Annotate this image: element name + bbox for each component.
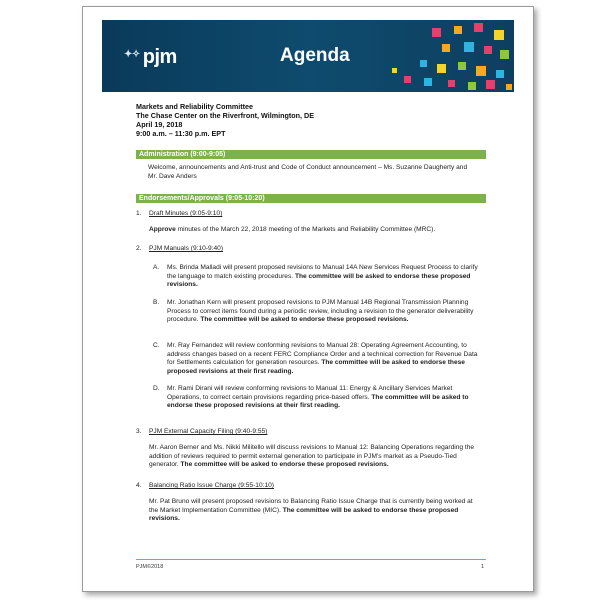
logo-text: pjm: [142, 46, 177, 68]
footer-divider: [136, 559, 486, 560]
item-body-draft-minutes: [149, 226, 479, 235]
approve-label: Approve: [149, 226, 176, 233]
decor-square-icon: [484, 46, 492, 54]
item-title-balancing-ratio: Balancing Ratio Issue Charge (9:55-10:10): [149, 482, 274, 489]
subitem-b: [167, 299, 483, 325]
decor-square-icon: [442, 44, 450, 52]
subitem-c-action: The committee will be asked to endorse these proposed revisions at their first reading.: [167, 359, 465, 375]
decor-square-icon: [496, 70, 504, 78]
section-heading-endorsements: Endorsements/Approvals (9:05-10:20): [136, 194, 486, 203]
page-title: Agenda: [280, 45, 350, 66]
decor-square-icon: [432, 28, 441, 37]
subitem-letter: C.: [153, 342, 160, 349]
section-heading-administration: Administration (9:00-9:05): [136, 150, 486, 159]
subitem-letter: B.: [153, 299, 160, 306]
decor-square-icon: [458, 62, 466, 70]
meeting-venue: The Chase Center on the Riverfront, Wilmington, DE: [136, 111, 315, 120]
decor-square-icon: [474, 23, 483, 32]
footer-doc-id: PJM©2018: [136, 564, 164, 570]
decor-square-icon: [420, 60, 427, 67]
administration-body: Welcome, announcements and Anti-trust and Code of Conduct announcement – Ms. Suzanne Daugherty and Mr. Dave Anders: [148, 164, 468, 180]
decor-square-icon: [486, 80, 495, 89]
subitem-a-text: Ms. Brinda Malladi will present proposed revisions to Manual 14A New Services Request Process to clarify the language to match existing procedures.: [167, 264, 478, 280]
approve-text: minutes of the March 22, 2018 meeting of the Markets and Reliability Committee (MRC).: [175, 226, 436, 233]
decor-square-icon: [454, 26, 462, 34]
logo-mark-icon: ✦✧: [124, 49, 140, 60]
decor-square-icon: [506, 84, 512, 90]
decor-square-icon: [424, 78, 432, 86]
header-banner: [102, 20, 514, 92]
footer-page-number: 1: [481, 564, 485, 570]
item-body-balancing-ratio: [149, 498, 483, 524]
decor-square-icon: [448, 80, 455, 87]
decor-square-icon: [404, 76, 411, 83]
decor-square-icon: [437, 64, 446, 73]
external-capacity-action: The committee will be asked to endorse these proposed revisions.: [180, 461, 389, 469]
meeting-time: 9:00 a.m. – 11:30 p.m. EPT: [136, 129, 226, 138]
subitem-a-action: The committee will be asked to endorse these proposed revisions.: [167, 272, 471, 289]
subitem-a: [167, 264, 483, 290]
subitem-d: [167, 385, 483, 411]
subitem-letter: D.: [153, 385, 160, 392]
subitem-b-text: Mr. Jonathan Kern will present proposed revisions to PJM Manual 14B Regional Transmission Planning Process to correct items found during a periodic review, including a revision to the generator deliverability procedure.: [167, 299, 474, 324]
decor-square-icon: [500, 50, 509, 59]
item-number: 2.: [136, 245, 142, 252]
item-number: 4.: [136, 482, 142, 489]
subitem-letter: A.: [153, 264, 160, 271]
item-number: 1.: [136, 210, 142, 217]
external-capacity-text: Mr. Aaron Berner and Ms. Nikki Militello will discuss revisions to Manual 12: Balancing Operations regarding the addition of reviews required to permit external generation to participate in PJM's market as a Pseudo-Tied generator.: [149, 444, 475, 469]
item-title-external-capacity: PJM External Capacity Filing (9:40-9:55): [149, 428, 268, 435]
committee-name: Markets and Reliability Committee: [136, 102, 254, 111]
balancing-ratio-action: The committee will be asked to endorse these proposed revisions.: [149, 506, 459, 523]
meeting-date: April 19, 2018: [136, 120, 183, 129]
decor-square-icon: [468, 82, 476, 90]
decor-square-icon: [494, 30, 504, 40]
subitem-d-action: The committee will be asked to endorse these proposed revisions at their first reading.: [167, 393, 469, 410]
decor-square-icon: [464, 42, 474, 52]
meeting-info: [136, 102, 314, 138]
item-title-pjm-manuals: PJM Manuals (9:10-9:40): [149, 245, 224, 252]
subitem-c: [167, 342, 483, 376]
item-title-draft-minutes: Draft Minutes (9:05-9:10): [149, 210, 223, 217]
subitem-d-text: Mr. Rami Dirani will review conforming revisions to Manual 11: Energy & Ancillary Services Market Operations, to correct certain provisions regarding price-based offers.: [167, 385, 453, 401]
item-body-external-capacity: [149, 444, 483, 470]
subitem-b-action: The committee will be asked to endorse these proposed revisions.: [200, 316, 409, 324]
decor-square-icon: [476, 66, 486, 76]
document-page: [82, 6, 534, 592]
subitem-c-text: Mr. Ray Fernandez will review conforming revisions to Manual 28: Operating Agreement Accounting, to address changes based on a recent FERC Compliance Order and a technical correction for Revenue Data for Settlements calculation for generation resources.: [167, 342, 478, 367]
pjm-logo: [124, 46, 177, 69]
item-number: 3.: [136, 428, 142, 435]
decor-square-icon: [392, 68, 397, 73]
balancing-ratio-text: Mr. Pat Bruno will present proposed revisions to Balancing Ratio Issue Charge that is currently being worked at the Market Implementation Committee (MIC).: [149, 498, 473, 514]
